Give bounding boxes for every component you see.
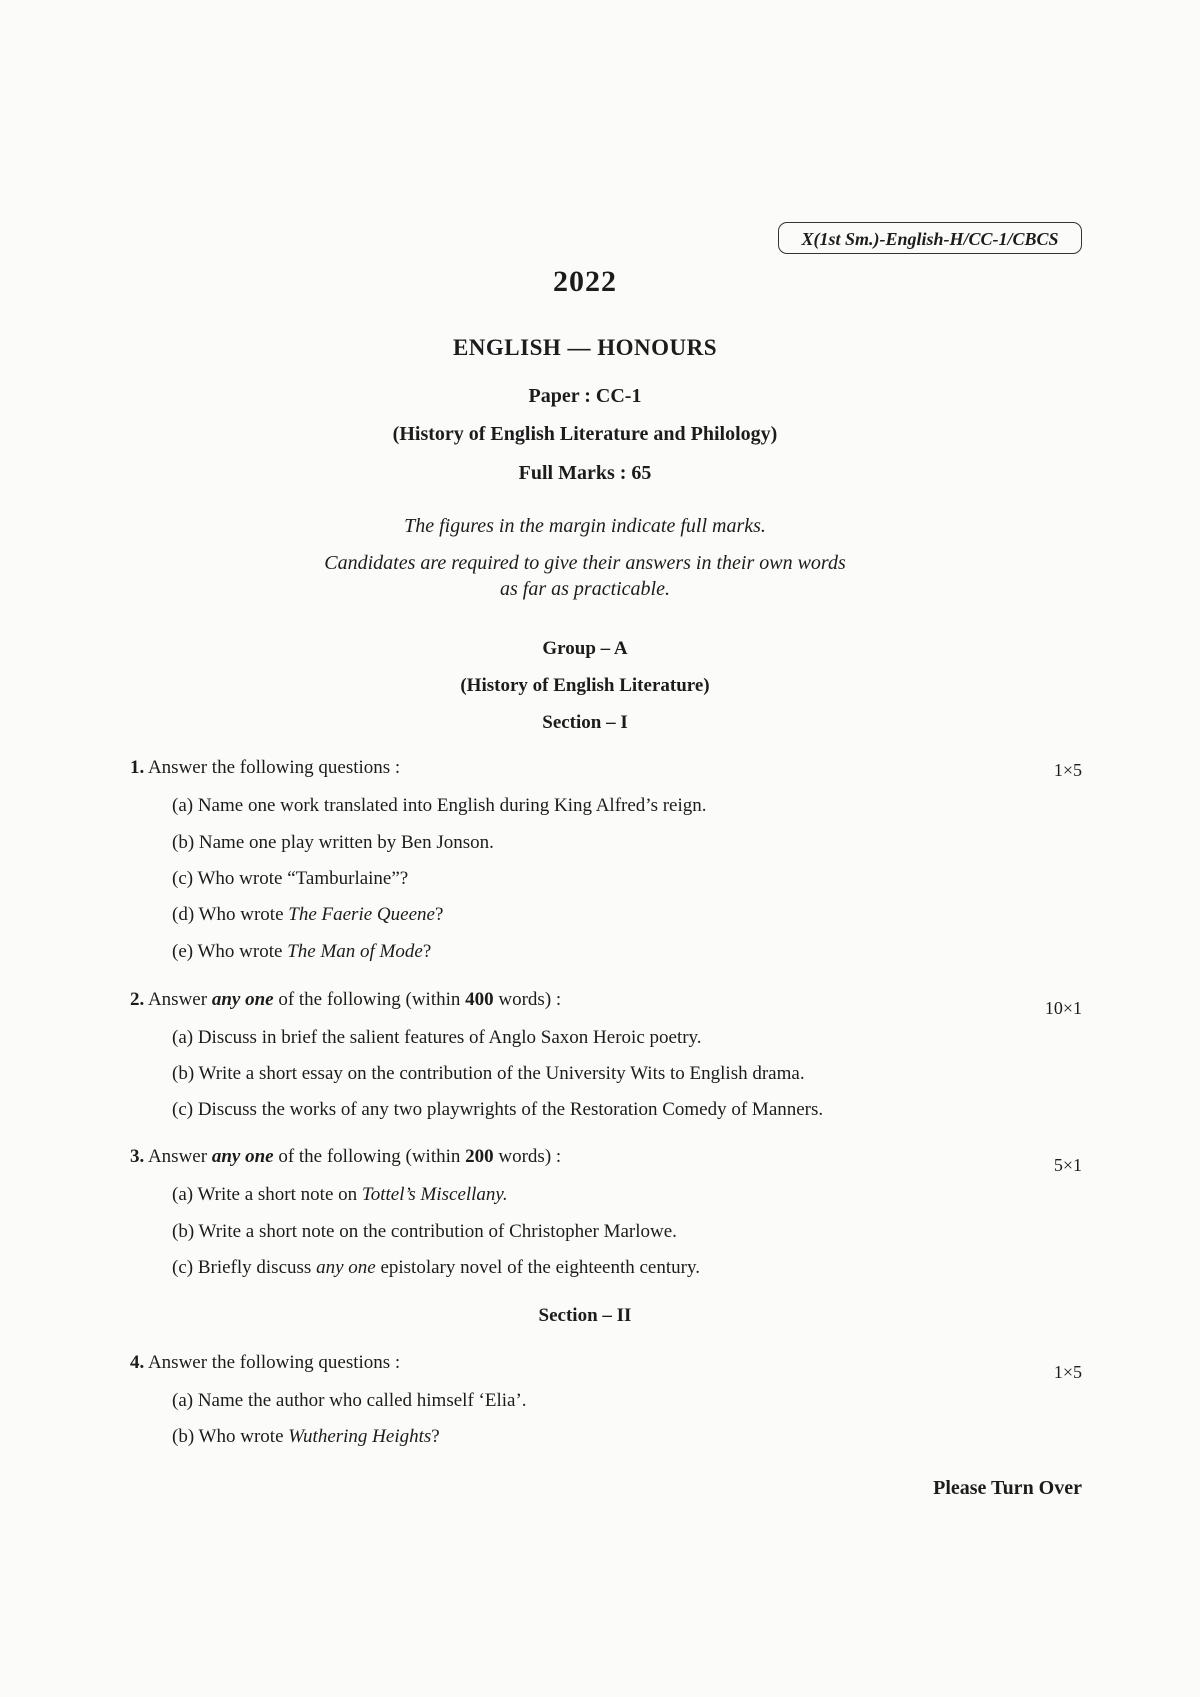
question-4-marks: 1×5 bbox=[1053, 1362, 1082, 1382]
question-3b: (b) Write a short note on the contribution of Christopher Marlowe. bbox=[172, 1221, 677, 1242]
exam-year: 2022 bbox=[553, 265, 617, 298]
question-2b: (b) Write a short essay on the contribution of the University Wits to English drama. bbox=[172, 1063, 805, 1084]
question-4b: (b) Who wrote Wuthering Heights? bbox=[172, 1426, 440, 1447]
subject-title: ENGLISH — HONOURS bbox=[452, 335, 718, 360]
question-4a: (a) Name the author who called himself ‘Elia’. bbox=[172, 1390, 527, 1411]
paper-code: Paper : CC-1 bbox=[528, 385, 642, 407]
question-1e: (e) Who wrote The Man of Mode? bbox=[172, 941, 432, 962]
please-turn-over: Please Turn Over bbox=[933, 1477, 1082, 1499]
full-marks: Full Marks : 65 bbox=[518, 462, 652, 484]
question-1-marks: 1×5 bbox=[1053, 760, 1082, 780]
instruction-line-1: The figures in the margin indicate full marks. bbox=[404, 515, 766, 537]
question-3c: (c) Briefly discuss any one epistolary novel of the eighteenth century. bbox=[172, 1257, 700, 1278]
question-1b: (b) Name one play written by Ben Jonson. bbox=[172, 832, 494, 853]
question-1a: (a) Name one work translated into English during King Alfred’s reign. bbox=[172, 795, 707, 816]
question-2: 2. Answer any one of the following (within 400 words) : bbox=[130, 989, 562, 1010]
question-2c: (c) Discuss the works of any two playwrights of the Restoration Comedy of Manners. bbox=[172, 1099, 824, 1120]
question-3a: (a) Write a short note on Tottel’s Miscellany. bbox=[172, 1184, 508, 1205]
question-1c: (c) Who wrote “Tamburlaine”? bbox=[172, 868, 409, 889]
question-2-marks: 10×1 bbox=[1044, 998, 1082, 1018]
question-1: 1. Answer the following questions : bbox=[130, 757, 401, 778]
question-3-marks: 5×1 bbox=[1053, 1155, 1082, 1175]
question-1d: (d) Who wrote The Faerie Queene? bbox=[172, 904, 444, 925]
group-label: Group – A bbox=[542, 638, 628, 659]
question-2a: (a) Discuss in brief the salient features of Anglo Saxon Heroic poetry. bbox=[172, 1027, 702, 1048]
section-2-label: Section – II bbox=[538, 1305, 632, 1326]
section-1-label: Section – I bbox=[542, 712, 628, 733]
question-4: 4. Answer the following questions : bbox=[130, 1352, 401, 1373]
paper-code-box: X(1st Sm.)-English-H/CC-1/CBCS bbox=[778, 222, 1082, 254]
paper-title: (History of English Literature and Philology) bbox=[392, 423, 778, 445]
question-3: 3. Answer any one of the following (within 200 words) : bbox=[130, 1146, 562, 1167]
group-title: (History of English Literature) bbox=[460, 675, 710, 696]
instruction-line-2: Candidates are required to give their answers in their own words bbox=[324, 552, 846, 574]
instruction-line-3: as far as practicable. bbox=[500, 578, 670, 600]
